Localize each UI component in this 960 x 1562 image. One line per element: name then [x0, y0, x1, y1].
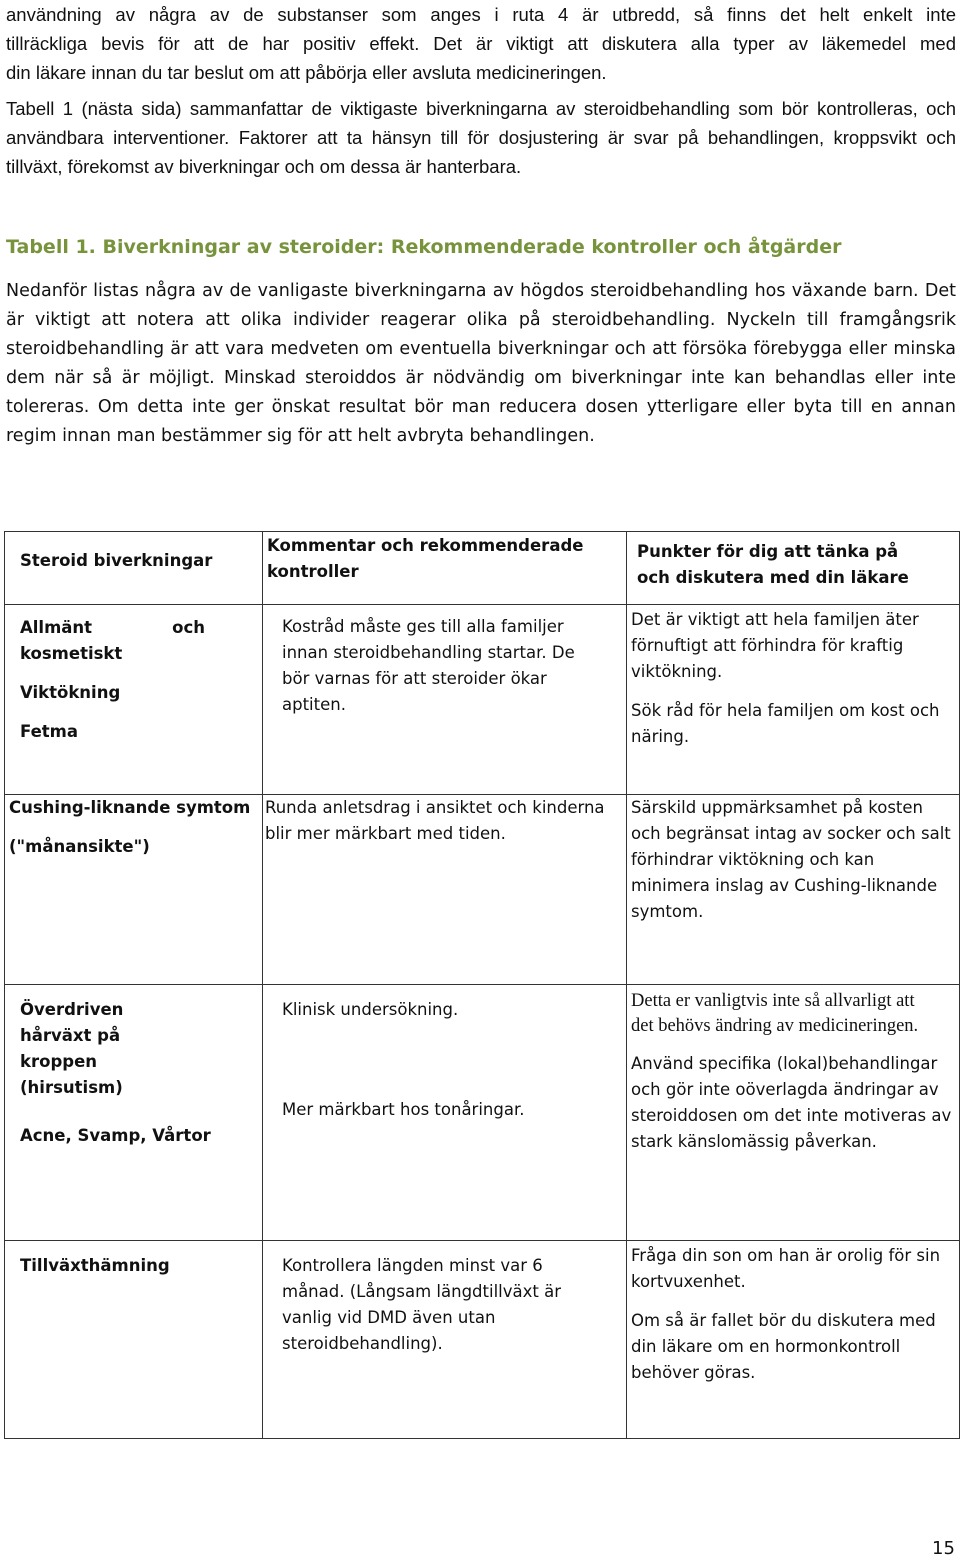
row1-effect-weight: Viktökning — [20, 683, 121, 702]
side-effects-table — [4, 531, 960, 1439]
intro-line: tillräckliga bevis för att de har positiv effekt. Det är viktigt att diskutera alla typer av läkemedel med — [6, 33, 956, 54]
table-cell — [5, 1241, 263, 1439]
summary-paragraph: Tabell 1 (nästa sida) sammanfattar de viktigaste biverkningarna av steroidbehandling som bör kontrolleras, och användbara interventioner. Faktorer att ta hänsyn till för dosjustering är svar på behandlingen, kroppsvikt och tillväxt, förekomst av biverkningar och om dessa är hanterbara. — [6, 98, 956, 177]
intro-paragraph — [6, 0, 956, 87]
table-cell — [5, 795, 263, 985]
row1-advice-1: Det är viktigt att hela familjen äter förnuftigt att förhindra för kraftig viktökning. — [631, 610, 919, 681]
row3-advice-1: Detta er vanligtvis inte så allvarligt att det behövs ändring av medicineringen. — [631, 991, 919, 1036]
header-cell — [627, 532, 960, 605]
table-row — [5, 795, 960, 985]
table-row — [5, 605, 960, 795]
table-cell — [263, 795, 627, 985]
row4-comment: Kontrollera längden minst var 6 månad. (Långsam längdtillväxt är vanlig vid DMD även utan steroidbehandling). — [282, 1256, 561, 1353]
row2-comment: Runda anletsdrag i ansiktet och kinderna blir mer märkbart med tiden. — [265, 798, 605, 843]
row2-effect: Cushing-liknande symtom — [9, 798, 251, 817]
table-row — [5, 1241, 960, 1439]
header-cell — [263, 532, 627, 605]
table-caption: Tabell 1. Biverkningar av steroider: Rekommenderade kontroller och åtgärder — [6, 236, 842, 258]
row1-effect-obesity: Fetma — [20, 722, 79, 741]
intro-line: användning av några av de substanser som anges i ruta 4 är utbredd, så finns det helt enkelt inte — [6, 4, 956, 25]
header-cell — [5, 532, 263, 605]
row3-comment-1: Klinisk undersökning. — [282, 1000, 459, 1019]
row3-comment-2: Mer märkbart hos tonåringar. — [282, 1100, 525, 1119]
header-kommentar: Kommentar och rekommenderade kontroller — [267, 536, 584, 581]
table-cell — [5, 985, 263, 1241]
table-cell — [627, 605, 960, 795]
row4-advice-1: Fråga din son om han är orolig för sin kortvuxenhet. — [631, 1246, 941, 1291]
table-cell — [627, 1241, 960, 1439]
table-cell — [263, 985, 627, 1241]
row2-advice: Särskild uppmärksamhet på kosten och begränsat intag av socker och salt förhindrar viktökning och kan minimera inslag av Cushing-liknande symtom. — [631, 798, 951, 921]
table-cell — [627, 795, 960, 985]
table-cell — [627, 985, 960, 1241]
row4-effect: Tillväxthämning — [20, 1256, 170, 1275]
description-paragraph: Nedanför listas några av de vanligaste biverkningarna av högdos steroidbehandling hos växande barn. Det är viktigt att notera att olika individer reagerar olika på steroidbehandling. Nyckeln till framgångsrik steroidbehandling är att vara medveten om eventuella biverkningar och att försöka förebygga eller minska dem när så är möjligt. Minskad steroiddos är nödvändig om biverkningar inte kan behandlas eller inte tolereras. Om detta inte ger önskat resultat bör man reducera dosen ytterligare eller byta till en annan regim innan man bestämmer sig för att helt avbryta behandlingen. — [6, 281, 956, 446]
table-row — [5, 985, 960, 1241]
header-punkter: Punkter för dig att tänka på och diskutera med din läkare — [637, 542, 909, 587]
row1-comment: Kostråd måste ges till alla familjer innan steroidbehandling startar. De bör varnas för att steroider ökar aptiten. — [282, 617, 575, 714]
page-number: 15 — [932, 1538, 955, 1559]
row3-advice-2: Använd specifika (lokal)behandlingar och gör inte oöverlagda ändringar av steroiddosen om det inte motiveras av stark känslomässig påverkan. — [631, 1054, 952, 1151]
row3-effect-hirsutism: Överdriven hårväxt på kroppen (hirsutism) — [20, 1000, 124, 1097]
row1-category: Allmänt och kosmetiskt — [20, 618, 205, 663]
table-header-row — [5, 532, 960, 605]
table-cell — [5, 605, 263, 795]
table-cell — [263, 1241, 627, 1439]
row4-advice-2: Om så är fallet bör du diskutera med din läkare om en hormonkontroll behöver göras. — [631, 1311, 936, 1382]
intro-line: din läkare innan du tar beslut om att påbörja eller avsluta medicineringen. — [6, 62, 607, 83]
table-cell — [263, 605, 627, 795]
row1-advice-2: Sök råd för hela familjen om kost och näring. — [631, 701, 940, 746]
header-steroid-biverkningar: Steroid biverkningar — [20, 551, 213, 570]
row2-effect-note: ("månansikte") — [9, 837, 150, 856]
row3-effect-acne: Acne, Svamp, Vårtor — [20, 1126, 211, 1145]
